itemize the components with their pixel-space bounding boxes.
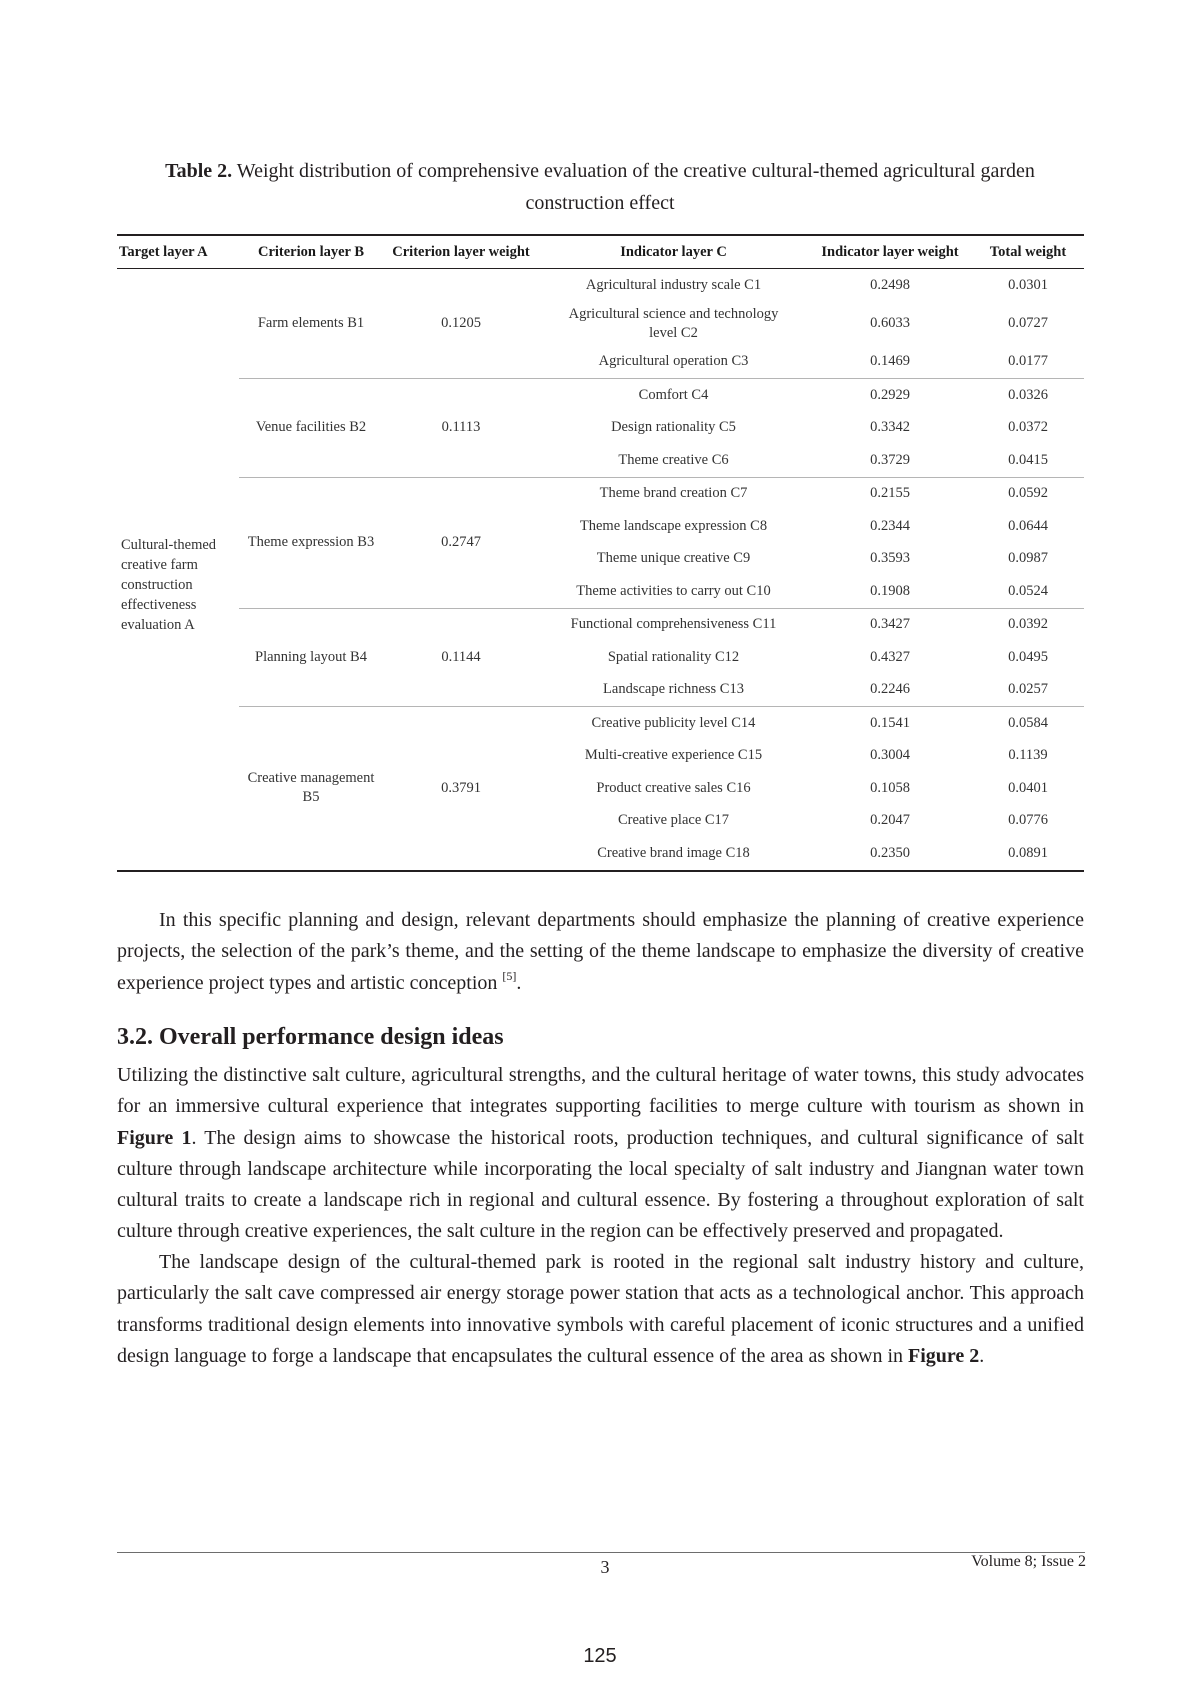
paragraph-text: .: [979, 1344, 985, 1367]
header-target-layer: Target layer A: [117, 235, 239, 269]
indicator-cell: Creative place C17: [617, 812, 730, 829]
indicator-cell: Comfort C4: [539, 379, 808, 412]
table-caption: [118, 155, 1082, 219]
total-weight-cell: 0.0776: [1008, 812, 1048, 829]
indicator-weight-cell: 0.1541: [808, 707, 972, 740]
indicator-cell: Agricultural industry scale C1: [585, 276, 762, 293]
paragraph-text: In this specific planning and design, relevant departments should emphasize the planning of creative experience projects, the selection of the park’s theme, and the setting of the theme landscape to emphasize the diversity of creative experience project types and artistic conception: [117, 909, 1084, 994]
criterion-weight-cell: 0.1113: [383, 379, 539, 478]
indicator-weight-cell: 0.1469: [870, 353, 910, 370]
indicator-cell: Theme creative C6: [618, 451, 729, 468]
indicator-cell: [539, 302, 808, 346]
indicator-weight-cell: 0.3593: [870, 550, 910, 567]
criterion-cell: Venue facilities B2: [239, 379, 383, 478]
indicator-weight-cell: 0.2047: [870, 812, 910, 829]
citation-link[interactable]: [5]: [502, 968, 517, 983]
total-weight-cell: 0.0495: [1008, 648, 1048, 665]
criterion-cell: Theme expression B3: [239, 477, 383, 608]
total-weight-cell: 0.0987: [1008, 550, 1048, 567]
total-weight-cell: 0.0392: [972, 608, 1084, 641]
target-layer-cell: [117, 269, 239, 871]
total-weight-cell: 0.0301: [1008, 276, 1048, 293]
criterion-cell: Planning layout B4: [239, 608, 383, 707]
weight-distribution-table: [117, 234, 1084, 872]
indicator-cell: Theme landscape expression C8: [579, 517, 768, 534]
total-weight-cell: 0.0177: [1008, 353, 1048, 370]
criterion-cell: [239, 707, 383, 871]
header-indicator-weight: Indicator layer weight: [808, 235, 972, 269]
header-indicator-layer: Indicator layer C: [539, 235, 808, 269]
total-weight-cell: 0.0372: [1008, 419, 1048, 436]
paragraph-end: .: [516, 971, 522, 994]
header-criterion-weight: Criterion layer weight: [383, 235, 539, 269]
criterion-cell: Farm elements B1: [257, 315, 365, 331]
total-weight-cell: 0.0584: [972, 707, 1084, 740]
indicator-weight-cell: 0.2350: [808, 837, 972, 871]
criterion-text: Creative management B5: [247, 770, 375, 806]
footer-divider: [117, 1552, 1085, 1553]
indicator-weight-cell: 0.1058: [870, 779, 910, 796]
page-number: 3: [600, 1557, 610, 1577]
indicator-weight-cell: 0.3342: [870, 419, 910, 436]
table-caption-label: Table 2.: [165, 160, 233, 182]
indicator-cell: Creative publicity level C14: [539, 707, 808, 740]
indicator-text: Agricultural science and technology level C2: [568, 305, 779, 341]
paragraph-text: . The design aims to showcase the historical roots, production techniques, and cultural significance of salt culture through landscape architecture while incorporating the local specialty of salt industry and Jiangnan water town cultural traits to create a landscape rich in regional and cultural essence. By fostering a throughout exploration of salt culture through creative experiences, the salt culture in the region can be effectively preserved and propagated.: [117, 1126, 1084, 1243]
total-weight-cell: 0.0891: [972, 837, 1084, 871]
indicator-weight-cell: 0.6033: [870, 315, 910, 331]
indicator-cell: Functional comprehensiveness C11: [539, 608, 808, 641]
indicator-cell: Design rationality C5: [611, 419, 736, 436]
total-weight-cell: 0.0644: [1008, 517, 1048, 534]
indicator-cell: Landscape richness C13: [603, 681, 744, 698]
indicator-weight-cell: 0.2498: [870, 276, 910, 293]
table-caption-text: Weight distribution of comprehensive evaluation of the creative cultural-themed agricultural garden construction effect: [232, 160, 1035, 214]
indicator-cell: Creative brand image C18: [539, 837, 808, 871]
total-weight-cell: 0.0257: [1008, 681, 1048, 698]
table-row: [117, 707, 1084, 740]
indicator-cell: Spatial rationality C12: [607, 648, 740, 665]
body-paragraph: [117, 1247, 1084, 1372]
paragraph-text: Utilizing the distinctive salt culture, agricultural strengths, and the cultural heritage of water towns, this study advocates for an immersive cultural experience that integrates supporting facilities to merge culture with tourism as shown in: [117, 1064, 1084, 1118]
total-weight-cell: 0.0326: [972, 379, 1084, 412]
figure-reference[interactable]: Figure 2: [908, 1344, 980, 1367]
total-weight-cell: 0.0401: [1008, 779, 1048, 796]
criterion-weight-cell: 0.2747: [383, 477, 539, 608]
indicator-weight-cell: 0.3427: [808, 608, 972, 641]
indicator-cell: Theme brand creation C7: [539, 477, 808, 510]
indicator-cell: Product creative sales C16: [596, 779, 751, 796]
table-row: [117, 269, 1084, 302]
criterion-weight-cell: 0.3791: [383, 707, 539, 871]
body-paragraph: [117, 905, 1084, 999]
table-row: [117, 379, 1084, 412]
body-paragraph: [117, 1060, 1084, 1248]
header-criterion-layer: Criterion layer B: [239, 235, 383, 269]
paragraph-text: The landscape design of the cultural-themed park is rooted in the regional salt industry history and culture, particularly the salt cave compressed air energy storage power station that acts as a technological anchor. This approach transforms traditional design elements into innovative symbols with careful placement of iconic structures and a unified design language to forge a landscape that encapsulates the cultural essence of the area as shown in: [117, 1251, 1084, 1367]
indicator-cell: Theme unique creative C9: [596, 550, 751, 567]
criterion-weight-cell: 0.1144: [383, 608, 539, 707]
indicator-weight-cell: 0.2344: [870, 517, 910, 534]
indicator-weight-cell: 0.1908: [870, 582, 910, 599]
total-weight-cell: 0.0592: [972, 477, 1084, 510]
total-weight-cell: 0.0415: [1008, 451, 1048, 468]
table-row: [117, 608, 1084, 641]
indicator-weight-cell: 0.3004: [870, 747, 910, 764]
header-total-weight: Total weight: [972, 235, 1084, 269]
indicator-weight-cell: 0.2246: [870, 681, 910, 698]
bottom-page-number: 125: [583, 1645, 617, 1667]
target-layer-text: Cultural-themed creative farm construction effectiveness evaluation A: [121, 537, 217, 634]
total-weight-cell: 0.1139: [1008, 747, 1048, 764]
figure-reference[interactable]: Figure 1: [117, 1126, 192, 1149]
section-heading: 3.2. Overall performance design ideas: [117, 1024, 504, 1050]
table-row: [117, 477, 1084, 510]
volume-issue: Volume 8; Issue 2: [971, 1553, 1086, 1570]
criterion-weight-cell: 0.1205: [441, 315, 481, 331]
total-weight-cell: 0.0524: [1008, 582, 1048, 599]
indicator-weight-cell: 0.4327: [870, 648, 910, 665]
total-weight-cell: 0.0727: [1008, 315, 1048, 331]
indicator-weight-cell: 0.2929: [808, 379, 972, 412]
indicator-cell: Theme activities to carry out C10: [576, 582, 771, 599]
table-header-row: [117, 235, 1084, 269]
indicator-cell: Agricultural operation C3: [598, 353, 749, 370]
indicator-weight-cell: 0.3729: [870, 451, 910, 468]
indicator-cell: Multi-creative experience C15: [584, 747, 763, 764]
indicator-weight-cell: 0.2155: [808, 477, 972, 510]
